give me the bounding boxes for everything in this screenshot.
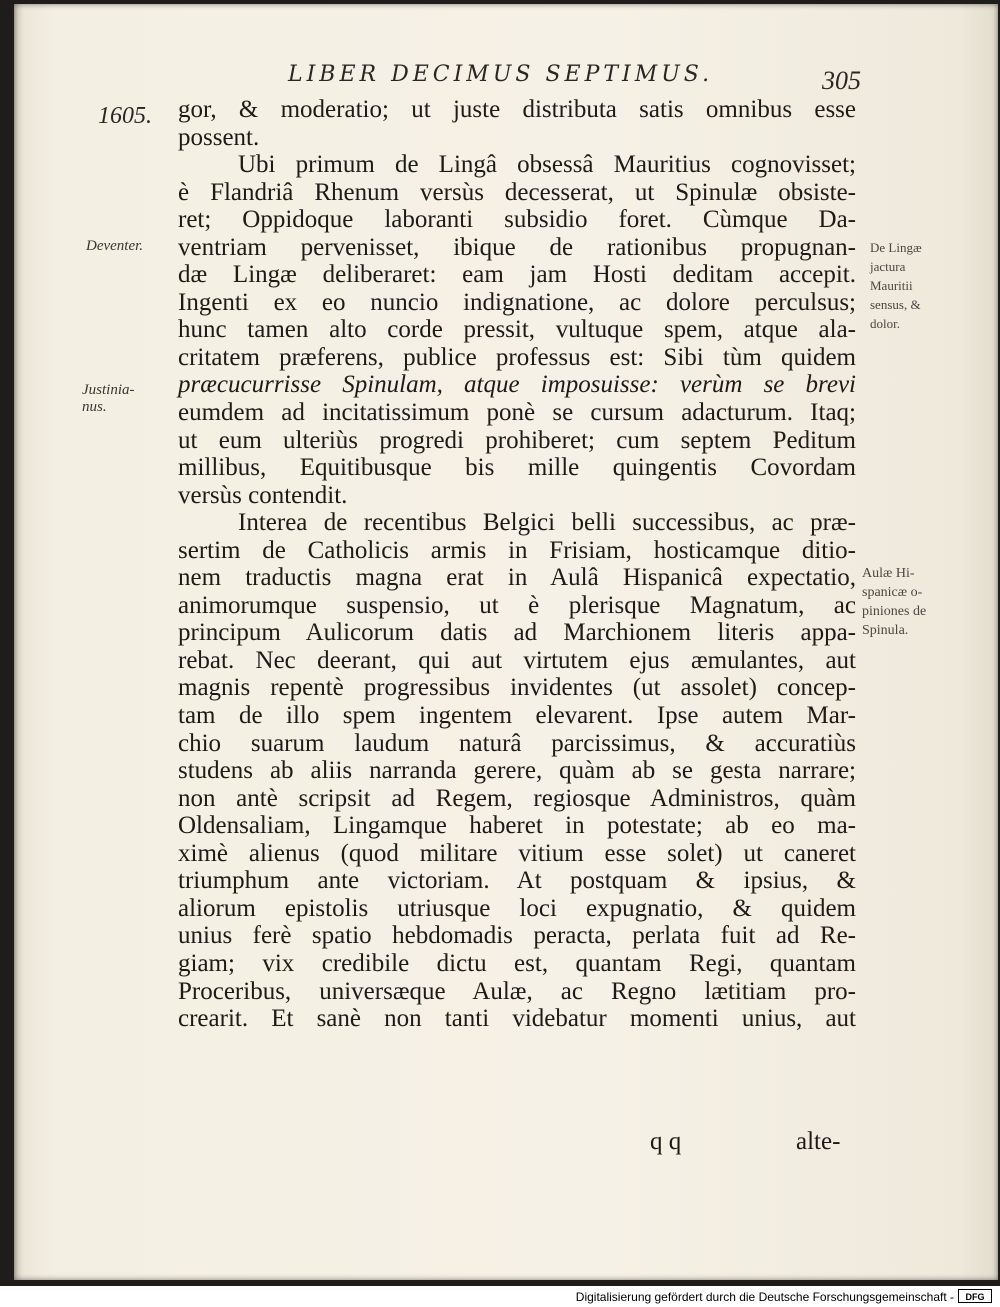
text-line: rebat. Nec deerant, qui aut virtutem ejus æmulantes, aut — [178, 646, 856, 674]
margin-note-line: nus. — [82, 399, 107, 415]
text-line: non antè scripsit ad Regem, regiosque Administros, quàm — [178, 784, 856, 812]
margin-note-line: Aulæ Hi- — [862, 566, 915, 581]
text-line: ventriam pervenisset, ibique de rationibus propugnan- — [178, 233, 856, 261]
text-line: possent. — [178, 123, 260, 151]
text-line: eumdem ad incitatissimum ponè se cursum adacturum. Itaq; — [178, 399, 856, 427]
margin-note-lingae-jactura — [870, 238, 922, 333]
digitization-footer — [0, 1286, 1000, 1307]
footer-credit-text: Digitalisierung gefördert durch die Deutsche Forschungsgemeinschaft - — [575, 1290, 954, 1304]
margin-note-line: sensus, & — [870, 297, 921, 312]
text-line: Ubi primum de Lingâ obsessâ Mauritius cognovisset; — [238, 151, 856, 179]
catchword: alte- — [796, 1128, 841, 1155]
text-line: critatem præferens, publice professus est: Sibi tùm quidem — [178, 343, 856, 371]
text-line: millibus, Equitibusque bis mille quingentis Covordam — [178, 454, 856, 482]
text-line: Interea de recentibus Belgici belli successibus, ac præ- — [238, 509, 856, 537]
text-line: sertim de Catholicis armis in Frisiam, hosticamque ditio- — [178, 536, 856, 564]
margin-note-line: jactura — [870, 259, 906, 274]
text-line: studens ab aliis narranda gerere, quàm ab se gesta narrare; — [178, 757, 856, 785]
text-line: unius ferè spatio hebdomadis peracta, perlata fuit ad Re- — [178, 922, 856, 950]
margin-note-line: Mauritii — [870, 278, 913, 293]
text-line: giam; vix credibile dictu est, quantam Regi, quantam — [178, 949, 856, 977]
margin-note-line: dolor. — [870, 316, 900, 331]
margin-note-line: spanicæ o- — [862, 585, 923, 600]
margin-note-line: Justinia- — [82, 382, 135, 398]
text-line: aliorum epistolis utriusque loci expugnatio, & quidem — [178, 894, 856, 922]
text-line: Ingenti ex eo nuncio indignatione, ac dolore perculsus; — [178, 288, 856, 316]
text-line: animorumque suspensio, ut è plerisque Magnatum, ac — [178, 591, 856, 619]
text-line: chio suarum laudum naturâ parcissimus, & accuratiùs — [178, 729, 856, 757]
text-line: ximè alienus (quod militare vitium esse solet) ut caneret — [178, 839, 856, 867]
text-line: Proceribus, universæque Aulæ, ac Regno lætitiam pro- — [178, 977, 856, 1005]
margin-note-justinianus — [82, 382, 135, 416]
text-line: ut eum ulteriùs progredi prohiberet; cum septem Peditum — [178, 426, 856, 454]
text-line: principum Aulicorum datis ad Marchionem literis appa- — [178, 619, 856, 647]
text-line: crearit. Et sanè non tanti videbatur momenti unius, aut — [178, 1005, 856, 1033]
text-line: dæ Lingæ deliberaret: eam jam Hosti deditam accepit. — [178, 261, 856, 289]
text-line: tam de illo spem ingentem elevarent. Ipse autem Mar- — [178, 702, 856, 730]
text-line: triumphum ante victoriam. At postquam & ipsius, & — [178, 867, 856, 895]
dfg-logo-icon: DFG — [958, 1289, 992, 1303]
running-head: LIBER DECIMUS SEPTIMUS. — [288, 62, 714, 87]
margin-note-line: Spinula. — [862, 623, 909, 638]
year-marginal: 1605. — [98, 103, 152, 129]
margin-note-line: De Lingæ — [870, 240, 922, 255]
margin-note-deventer: Deventer. — [86, 238, 144, 254]
main-text-block — [178, 96, 856, 1033]
text-line: nem traductis magna erat in Aulâ Hispanicâ expectatio, — [178, 564, 856, 592]
text-line: hunc tamen alto corde pressit, vultuque spem, atque ala- — [178, 316, 856, 344]
text-line-italic: præcucurrisse Spinulam, atque imposuisse: verùm se brevi — [178, 371, 856, 399]
page-number: 305 — [822, 66, 861, 95]
text-line: magnis repentè progressibus invidentes (ut assolet) concep- — [178, 674, 856, 702]
signature-mark: q q — [650, 1128, 682, 1155]
text-line: ret; Oppidoque laboranti subsidio foret. Cùmque Da- — [178, 206, 856, 234]
margin-note-line: piniones de — [862, 604, 927, 619]
text-line: Oldensaliam, Lingamque haberet in potestate; ab eo ma- — [178, 812, 856, 840]
text-line: gor, & moderatio; ut juste distributa satis omnibus esse — [178, 96, 856, 123]
text-line: è Flandriâ Rhenum versùs decesserat, ut Spinulæ obsiste- — [178, 178, 856, 206]
margin-note-aulae-hispanicae — [862, 564, 926, 640]
text-line: versùs contendit. — [178, 481, 348, 509]
